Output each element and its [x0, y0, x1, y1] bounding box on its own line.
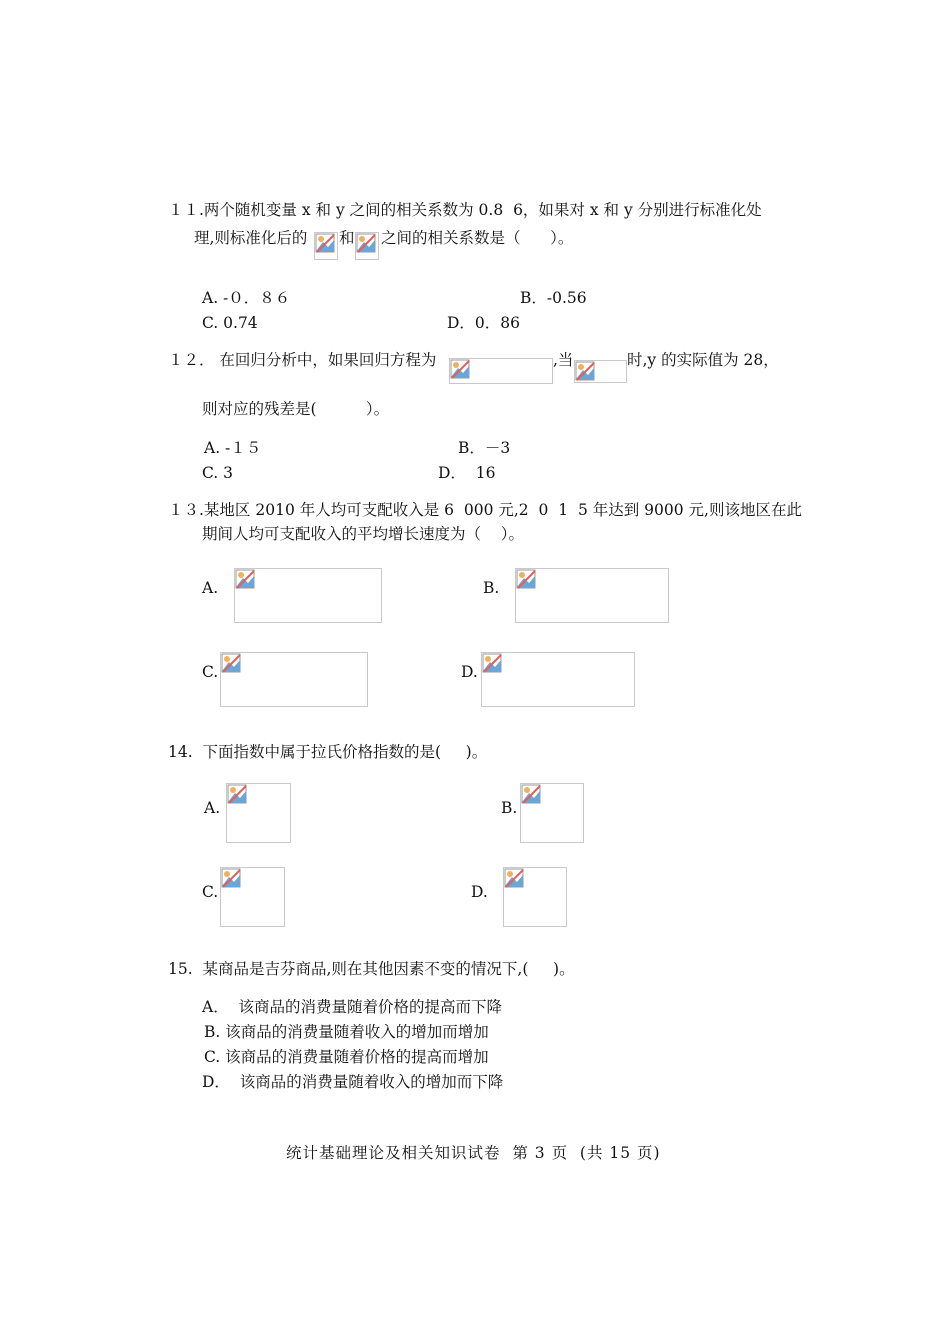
broken-image-icon: [356, 233, 376, 253]
q12-option-a: A. -１５: [204, 439, 262, 457]
broken-image-icon: [315, 233, 335, 253]
q11-option-b: B．-0.56: [520, 289, 587, 307]
q13-option-d-label: D.: [461, 663, 478, 681]
q11-stem-line2-part3: 之间的相关系数是（ ）。: [381, 229, 574, 247]
q13-option-a-formula-image: [234, 568, 382, 623]
q13-option-c-formula-image: [220, 652, 368, 707]
q14-option-c-label: C.: [202, 883, 219, 901]
broken-image-icon: [575, 361, 595, 381]
q13-option-a-label: A.: [202, 579, 219, 597]
q12-stem-line1-part3: 时,y 的实际值为 28，: [627, 351, 779, 369]
q11-stem-line1: １１.两个随机变量 x 和 y 之间的相关系数为 0.8 6，如果对 x 和 y 分别进行标准化处: [168, 201, 762, 219]
page-footer: 统计基础理论及相关知识试卷 第 3 页 (共 15 页): [286, 1144, 661, 1162]
broken-image-icon: [482, 653, 502, 673]
q14-option-c-formula-image: [220, 867, 285, 927]
q15-option-a: A． 该商品的消费量随着价格的提高而下降: [202, 998, 503, 1016]
broken-image-icon: [521, 784, 541, 804]
broken-image-icon: [450, 359, 470, 379]
q11-option-d: D．0．86: [447, 314, 521, 332]
q13-option-d-formula-image: [481, 652, 635, 707]
q11-stem-line2-part2: 和: [339, 229, 355, 247]
q14-option-d-label: D.: [471, 883, 488, 901]
q13-option-b-formula-image: [515, 568, 669, 623]
q13-stem-line2: 期间人均可支配收入的平均增长速度为（ ）。: [202, 525, 524, 543]
formula-image-regression-equation: [449, 358, 553, 384]
broken-image-icon: [504, 868, 524, 888]
broken-image-icon: [221, 868, 241, 888]
q15-option-b: B. 该商品的消费量随着收入的增加而增加: [204, 1023, 489, 1041]
q12-option-b: B．－3: [458, 439, 511, 457]
q14-option-a-formula-image: [226, 783, 291, 843]
q15-option-d: D． 该商品的消费量随着收入的增加而下降: [202, 1073, 504, 1091]
formula-image-zx: [314, 232, 338, 260]
q14-option-b-label: B.: [501, 799, 518, 817]
q12-stem-line2: 则对应的残差是( ）。: [202, 400, 390, 418]
q15-option-c: C. 该商品的消费量随着价格的提高而增加: [204, 1048, 489, 1066]
q14-option-a-label: A.: [204, 799, 221, 817]
q13-option-b-label: B.: [483, 579, 500, 597]
broken-image-icon: [516, 569, 536, 589]
q15-stem: 15. 某商品是吉芬商品,则在其他因素不变的情况下,( )。: [168, 960, 575, 978]
q13-stem-line1: １３.某地区 2010 年人均可支配收入是 6 000 元,2 0 1 5 年达到 9000 元,则该地区在此: [168, 501, 802, 519]
q12-stem-line1-part1: １２． 在回归分析中，如果回归方程为: [168, 351, 437, 369]
q14-option-d-formula-image: [503, 867, 567, 927]
formula-image-x-value: [574, 360, 627, 383]
broken-image-icon: [221, 653, 241, 673]
formula-image-zy: [355, 232, 379, 260]
q12-option-d: D． 16: [438, 464, 496, 482]
q11-stem-line2-part1: 理,则标准化后的: [194, 229, 308, 247]
q12-option-c: C. 3: [202, 464, 234, 482]
q13-option-c-label: C.: [202, 663, 219, 681]
q14-stem: 14. 下面指数中属于拉氏价格指数的是( )。: [168, 743, 488, 761]
broken-image-icon: [235, 569, 255, 589]
broken-image-icon: [227, 784, 247, 804]
q11-option-a: A. -０．８６: [202, 289, 291, 307]
q14-option-b-formula-image: [520, 783, 584, 843]
q12-stem-line1-part2: ,当: [553, 351, 574, 369]
q11-option-c: C. 0.74: [202, 314, 258, 332]
